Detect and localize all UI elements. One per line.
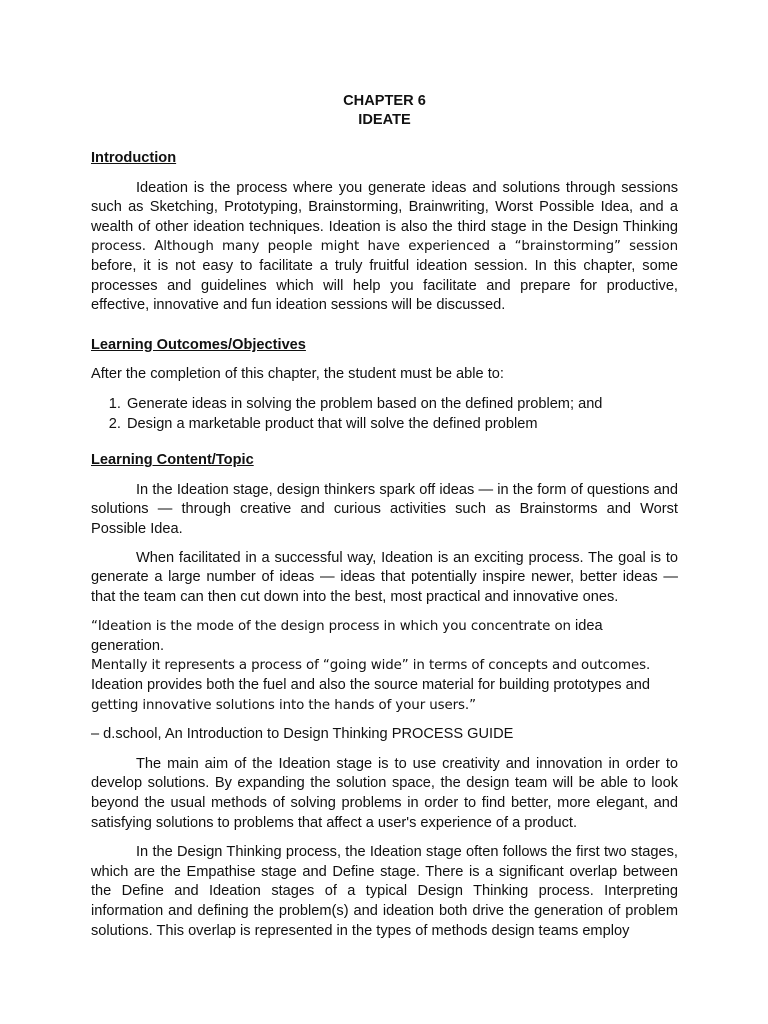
content-paragraph-3: The main aim of the Ideation stage is to use creativity and innovation in order to develop solutions. By expanding the solution space, the design team will be able to look beyond the usual methods of solving problems in order to find better, more elegant, and satisfying solutions to problems that affect a user's experience of a product. — [91, 755, 678, 831]
content-paragraph-4: In the Design Thinking process, the Ideation stage often follows the first two stages, which are the Empathise stage and Define stage. There is a significant overlap between the Define and Ideation stages of a typical Design Thinking process. Interpreting information and defining the problem(s) and ideation both drive the generation of problem solutions. This overlap is represented in the types of methods design teams employ — [91, 844, 678, 939]
introduction-text-b: process. Although many people might have experienced a “brainstorming” session — [91, 239, 678, 255]
quote-text-b: idea generation. — [91, 618, 603, 654]
outcomes-heading: Learning Outcomes/Objectives — [91, 336, 306, 353]
quote-text-a: “Ideation is the mode of the design process in which you concentrate on — [91, 619, 571, 635]
chapter-title: IDEATE — [358, 112, 411, 128]
quote-text-c: Mentally it represents a process of “going wide” in terms of concepts and outcomes. — [91, 658, 651, 674]
outcomes-list — [91, 395, 678, 434]
quote-text-d: Ideation provides both the fuel and also the source material for building prototypes and — [91, 677, 650, 694]
quote-attribution: – d.school, An Introduction to Design Thinking PROCESS GUIDE — [91, 726, 514, 743]
quote-text-e: getting innovative solutions into the hands of your users.” — [91, 697, 476, 713]
introduction-text-a: Ideation is the process where you generate ideas and solutions through sessions such as Sketching, Prototyping, Brainstorming, Brainwriting, Worst Possible Idea, and a wealth of other ideation techniques. Ideation is also the third stage in the Design Thinking — [91, 179, 678, 235]
quote-block — [91, 617, 678, 715]
chapter-number: CHAPTER 6 — [343, 93, 426, 109]
introduction-text-c: before, it is not easy to facilitate a truly fruitful ideation session. In this chapter, some processes and guidelines which will help you facilitate and prepare for productive, effective, innovative and fun ideation sessions will be discussed. — [91, 257, 678, 314]
list-item: 1. Generate ideas in solving the problem based on the defined problem; and — [125, 395, 678, 415]
introduction-heading: Introduction — [91, 150, 177, 166]
content-heading: Learning Content/Topic — [91, 452, 254, 469]
introduction-paragraph — [91, 179, 678, 316]
outcomes-lead: After the completion of this chapter, the student must be able to: — [91, 366, 504, 383]
content-paragraph-1: In the Ideation stage, design thinkers spark off ideas — in the form of questions and solutions — through creative and curious activities such as Brainstorms and Worst Possible Idea. — [91, 481, 678, 537]
document-page — [91, 92, 678, 941]
content-paragraph-2: When facilitated in a successful way, Ideation is an exciting process. The goal is to generate a large number of ideas — ideas that potentially inspire newer, better ideas — that the team can then cut down into the best, most practical and innovative ones. — [91, 549, 678, 605]
list-item: 2. Design a marketable product that will solve the defined problem — [125, 415, 678, 435]
